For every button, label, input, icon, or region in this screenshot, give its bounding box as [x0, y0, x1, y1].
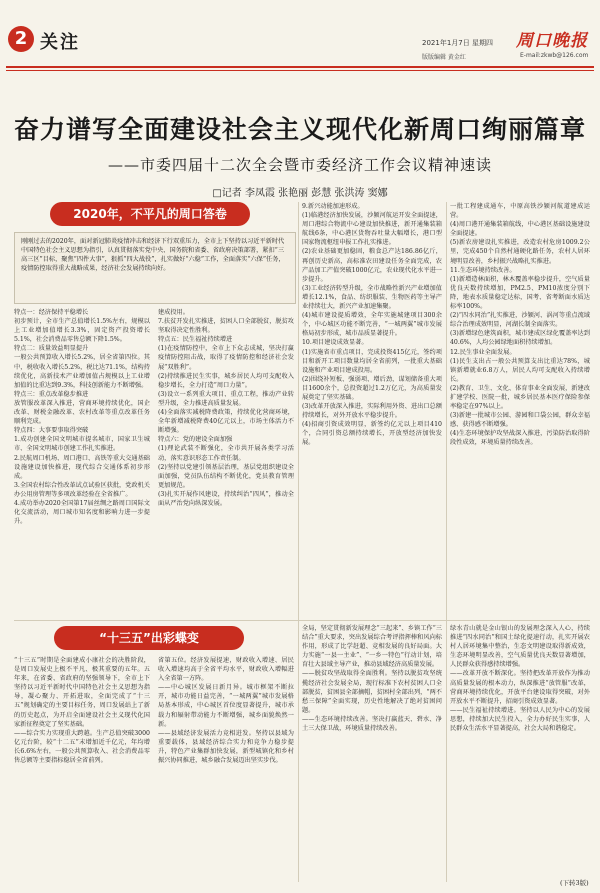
body-column-1: 特点一：经济保持平稳增长 初步预计，全市生产总值增长1.5%左右，规模以上工业增加值增长3.3%，固定资产投资增长5.1%，社会消费品零售总额下降1.5%。 特点二：质量效益明显提升 一般公共预算收入增长5.2%，居全省第四位。其中，税收收入增长5.2%，税比达71.1%，结构持续优化，高新技术产业增加值占规模以上工业增加值的比重达到9.3%，科技创新能力不断增强。 特点三：重点改革稳步推进 放管服改革深入推进，营商环境持续优化，国企改革、财税金融改革、农村改革等重点改革任务顺利完成。 特点四：大事要事取得突破 1.成功创建全国文明城市提名城市，国家卫生城市、全国文明城市创建工作扎实推进。 2.民航周口机场、周口港口、高铁等重大交通基础设施建设加快推进，现代综合交通体系初步形成。 3.全国农村综合性改革试点试验区获批，党政机关办公用房管理等多项改革经验在全省推广。 4.成功举办2020全国第17届丝绸之路周口国际文化交流活动，周口城市知名度和影响力进一步提升。 [14, 309, 150, 526]
section-divider [14, 620, 590, 621]
section-banner-13th-five-year: “十三五”出彩蝶变 [54, 626, 244, 650]
article-byline: □记者 李凤霞 张艳丽 彭慧 张洪涛 窦娜 [212, 188, 388, 199]
body-column-3: 9.新兴动能加速形成。 (1)临港经济加快发展，沙颍河航运开发全面提速，周口港综合物流中心建设加快推进，新开通集装箱航线6条，中心港区货物吞吐量大幅增长，港口型国家物流枢纽申报工作扎实推进。 (2)农业基础更加稳固，粮食总产达186.86亿斤，再创历史新高，高标准农田建设任务全面完成，农产品加工产值突破1000亿元，农业现代化水平进一步提升。 (3)工业经济转型升级，全市战略性新兴产业增加值增长12.1%，食品、纺织服装、生物医药等主导产业持续壮大，新兴产业加速集聚。 (4)城市建设提质增效，全年实施城建项目300余个，中心城区功能不断完善，“一城两翼”城市发展格局初步形成，城市品质显著提升。 10.项目建设成效显著。 (1)实施省市重点项目，完成投资415亿元，签约项目和新开工项目数量均居全省前列，一批重大基础设施和产业项目建成投用。 (2)围绕补短板、强弱项、增后劲，谋划储备重大项目1600余个，总投资超过1.2万亿元，为高质量发展奠定了坚实基础。 (3)改革开放深入推进，实际利用外资、进出口总额持续增长，对外开放水平稳步提升。 (4)招商引资成效明显，新签约亿元以上项目410个，合同引资总额持续增长，开放型经济加快发展。 [302, 203, 442, 447]
section-banner-2020: 2020年，不平凡的周口答卷 [50, 202, 250, 226]
body-column-6: 省第五位。经济发展提速，财政收入增速、居民收入增速均高于全省平均水平，财政收入增幅进入全省第一方阵。 ——中心城区发展日新月异。城市框架不断拉开，城市功能日益完善，“一城两翼”城市发展格局基本形成，中心城区首位度显著提升，城市承载力和辐射带动能力不断增强，城乡面貌焕然一新。 ——县域经济发展活力竞相迸发。坚持以县域为重要载体，县域经济综合实力和竞争力稳步提升，特色产业集群加快发展，新型城镇化和乡村振兴协同推进，城乡融合发展迈出坚实步伐。 [158, 657, 294, 765]
header-divider-thin [6, 70, 594, 71]
article-subheadline: ——市委四届十二次全会暨市委经济工作会议精神速读 [107, 156, 492, 174]
section-title: 关注 [40, 32, 80, 53]
body-column-7: 全局，坚定贯彻新发展理念“三起来”、乡镇工作“三结合”重大要求，突出发展综合考评指挥棒和风向标作用，形成了比学赶超、竞相发展的良好局面。大力实施“一县一主业”、“一乡一特色”行动计划，培育壮大县域主导产业，推动县域经济高质量发展。 ——脱贫攻坚战取得全面胜利。坚持以脱贫攻坚统揽经济社会发展全局，现行标准下农村贫困人口全部脱贫，贫困县全部摘帽，贫困村全部出列，“两不愁三保障”全面实现，历史性地解决了绝对贫困问题。 ——生态环境持续改善。坚决打赢蓝天、碧水、净土三大保卫战，环境质量持续改善。 [302, 625, 442, 733]
body-column-2: 建成投用。 7.扶贫开发扎实推进，贫困人口全部脱贫，脱贫攻坚取得决定性胜利。 特点五：民生福祉持续增进 (1)在疫情防控中，全市上下众志成城，坚决打赢疫情防控阻击战，取得了疫情防控和经济社会发展“双胜利”。 (2)持续推进民生实事，城乡居民人均可支配收入稳步增长，全力打造“周口力量”。 (3)设立一系列重大项目、重点工程，推动产业转型升级，全力推进高质量发展。 (4)全面落实减税降费政策，持续优化营商环境，全年新增减税降费40亿元以上，市场主体活力不断增强。 特点六：党的建设全面加强 (1)理论武装不断强化，全市共开展各类学习活动，落实意识形态工作责任制。 (2)坚持以党建引领基层治理，基层党组织建设全面加强，党员队伍结构不断优化，党员教育管理更加规范。 (3)扎实开展作风建设，持续纠治“四风”，推动全面从严治党向纵深发展。 [158, 309, 294, 507]
column-rule [446, 202, 447, 882]
body-column-4: 一批工程建成通车，中原高铁沙颍河航道建成运营。 (4)周口港开通集装箱航线，中心港区基础设施建设全面提速。 (5)新农房建设扎实推进，改造农村危房1009.2公里，完成450个自然村通硬化路任务，农村人居环境明显改善，乡村振兴战略扎实推进。 11.生态环境持续改善。 (1)新增造林面积，林木覆盖率稳步提升，空气质量优良天数持续增加，PM2.5、PM10浓度分别下降，地表水质量稳定达标，国考、省考断面水质达标率100%。 (2)“四水同治”扎实推进，沙颍河、涡河等重点流域综合治理成效明显，河湖长制全面落实。 (3)新增绿色建筑面积，城市建成区绿化覆盖率达到40.6%，人均公园绿地面积持续增加。 12.民生事业全面发展。 (1)民生支出占一般公共预算支出比重达78%，城镇新增就业6.8万人，居民人均可支配收入持续增长。 (2)教育、卫生、文化、体育事业全面发展，新建改扩建学校、医院一批，城乡居民基本医疗保险参保率稳定在97%以上。 (3)新建一批城市公园、游园和口袋公园，群众幸福感、获得感不断增强。 (4)生态环境保护攻坚战深入推进，污染防治取得阶段性成效，环境质量持续改善。 [450, 203, 590, 447]
contact-email: E-mail:zkwb@126.com [520, 52, 589, 59]
article-headline: 奋力谱写全面建设社会主义现代化新周口绚丽篇章 [13, 115, 586, 144]
lead-paragraph: 刚刚过去的2020年，面对新冠肺炎疫情冲击和经济下行双重压力，全市上下坚持以习近平新时代中国特色社会主义思想为指引，认真贯彻落实党中央、国务院和省委、省政府决策部署，紧扣“三高三区”目标，聚焦“四件大事”，狠抓“四大战役”，扎实做好“六稳”工作，全面落实“六保”任务，疫情防控取得重大战略成果，经济社会发展持续向好。 [14, 232, 296, 304]
masthead-logo: 周口晚报 [516, 31, 588, 51]
editor-credit: 版版编辑 黄金红 [422, 54, 466, 61]
column-rule [298, 202, 299, 882]
header-divider [6, 66, 594, 68]
body-column-8: 绿水青山就是金山银山的发展理念深入人心，持续推进“四水同治”和国土绿化提速行动，扎实开展农村人居环境集中整治，生态文明建设取得新成效，生态环境明显改善，空气质量优良天数显著增加，人民群众获得感持续增强。 ——改革开放不断深化。坚持把改革开放作为推动高质量发展的根本动力，纵深推进“放管服”改革，营商环境持续优化，开放平台建设取得突破，对外开放水平不断提升，招商引资成效显著。 ——民生福祉持续增进。坚持以人民为中心的发展思想，持续加大民生投入，全力办好民生实事，人民群众生活水平显著提高，社会大局和谐稳定。 [450, 625, 590, 733]
page-header [0, 0, 600, 64]
continued-note: (下转3版) [560, 879, 589, 887]
body-column-5: “十三五”时期是全面建成小康社会的决胜阶段，是周口发展史上极不平凡、极其重要的五年。五年来，在省委、省政府的坚强领导下，全市上下坚持以习近平新时代中国特色社会主义思想为指导，凝心聚力、开拓进取，全面完成了“十三五”规划确定的主要目标任务，周口发展站上了新的历史起点，为开启全面建设社会主义现代化国家新征程奠定了坚实基础。 ——综合实力实现重大跨越。生产总值突破3000亿元台阶，较“十二五”末增加近千亿元，年均增长6.6%左右，一般公共预算收入、社会消费品零售总额等主要指标稳居全省前列。 [14, 657, 150, 765]
issue-date: 2021年1月7日 星期四 [422, 39, 493, 47]
page-number-badge: 2 [8, 26, 34, 52]
